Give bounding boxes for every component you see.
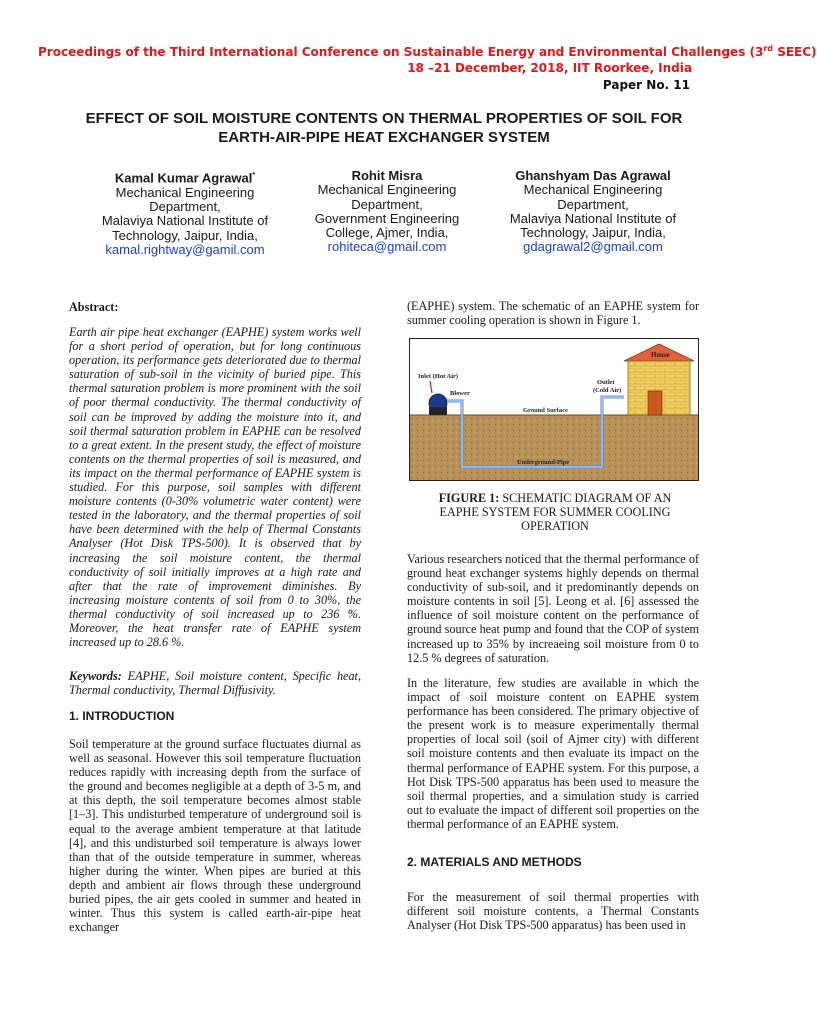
outlet-label: Outlet [597, 379, 615, 386]
author-affiliation: Mechanical Engineering [317, 182, 457, 198]
paragraph-materials: For the measurement of soil thermal properties with different soil moisture contents, a Thermal Constants Analyser (Hot Disk TPS-500 apparatus) has been used in [407, 890, 699, 933]
author-affiliation: Mechanical Engineering [523, 182, 663, 198]
author-name: Ghanshyam Das Agrawal [515, 168, 671, 183]
author-affiliation: Department, [557, 196, 629, 212]
author-email[interactable]: rohiteca@gmail.com [327, 239, 447, 255]
keywords [69, 669, 361, 697]
figure-caption-text: SCHEMATIC DIAGRAM OF AN EAPHE SYSTEM FOR SUMMER COOLING OPERATION [439, 491, 672, 533]
paper-title [40, 109, 728, 147]
keywords-list: EAPHE, Soil moisture content, Specific heat, Thermal conductivity, Thermal Diffusivity. [69, 669, 361, 698]
author-affiliation: Department, [351, 196, 423, 212]
author-affiliation: Government Engineering [314, 210, 460, 226]
intro-continuation: (EAPHE) system. The schematic of an EAPHE system for summer cooling operation is shown in Figure 1. [407, 299, 699, 328]
author-block-3 [488, 169, 698, 255]
abstract-body: Earth air pipe heat exchanger (EAPHE) system works well for a short period of operation, but for long continuous operation, its performance gets deteriorated due to thermal saturation of sub-soil in the vicinity of buried pipe. This thermal saturation problem is more prominent with the soil of poor thermal conductivity. The thermal conductivity of soil can be improved by adding the moisture into it, and soil thermal saturation problem in EAPHE can be resolved to a great extent. In the present study, the effect of moisture contents on the thermal properties of soil is measured, and its impact on the thermal performance of EAPHE system is studied. For this purpose, soil samples with different moisture contents (0-30% volumetric water content) were tested in the laboratory, and the thermal properties of soil have been determined with the help of Thermal Constants Analyser (Hot Disk TPS-500). It is observed that by increasing the soil moisture content, the thermal conductivity of soil initially improves at a high rate and after that the rate of improvement diminishes. By increasing moisture contents of soil from 0 to 30%, the thermal conductivity of soil increased up to 236 %. Moreover, the heat transfer rate of EAPHE system increased up to 28.6 %. [69, 325, 361, 650]
eaphe-schematic [410, 339, 698, 480]
blower-label: Blower [450, 390, 470, 397]
soil-area [410, 415, 698, 480]
underground-pipe-label: Underground-Pipe [517, 459, 570, 466]
author-affiliation: Technology, Jaipur, India, [112, 227, 258, 243]
paragraph-literature: In the literature, few studies are available in which the impact of soil moisture content on EAPHE system performance has been considered. The primary objective of the present work is to measure experimentally thermal properties of local soil (soil of Ajmer city) with different soil moisture contents and then evaluate its impact on the thermal performance of EAPHE system. For this purpose, a Hot Disk TPS-500 apparatus has been used to measure the soil thermal properties, and a simulation study is carried out to evaluate the impact of different soil properties on the thermal performance of an EAPHE system. [407, 676, 699, 831]
abstract-heading: Abstract: [69, 300, 119, 314]
conference-dates: 18 –21 December, 2018, IIT Roorkee, India [407, 61, 692, 75]
author-affiliation: College, Ajmer, India, [325, 225, 449, 241]
author-affiliation: Department, [149, 198, 221, 214]
introduction-body: Soil temperature at the ground surface fluctuates diurnal as well as seasonal. However this soil temperature fluctuation reduces rapidly with increasing depth from the surface of the ground and becomes negligible at a depth of 3-5 m, and at this depth, the soil temperature becomes almost stable [1–3]. This undisturbed temperature of underground soil is equal to the average ambient temperature at that latitude [4], and this undisturbed soil temperature is always lower than that of the outside temperature in summer, whereas higher during the winter. When pipes are buried at this depth and ambient air flows through these underground buried pipes, the air gets cooled in summer and heated in winter. Thus this system is called earth-air-pipe heat exchanger [69, 737, 361, 935]
house-door-icon [648, 391, 662, 415]
author-affiliation: Malaviya National Institute of [509, 210, 677, 226]
figure-caption-label: FIGURE 1: [438, 491, 500, 505]
figure-1 [409, 338, 699, 481]
keywords-label: Keywords: [69, 669, 122, 683]
author-affiliation: Mechanical Engineering [115, 184, 255, 200]
paper-title-line2: EARTH-AIR-PIPE HEAT EXCHANGER SYSTEM [218, 129, 550, 146]
outlet-label-2: (Cold Air) [593, 387, 622, 394]
author-affiliation: Technology, Jaipur, India, [520, 225, 666, 241]
author-block-2 [287, 169, 487, 255]
ground-surface-label: Ground Surface [523, 407, 568, 414]
paper-number: Paper No. 11 [602, 78, 690, 92]
house-label: House [651, 351, 670, 359]
paper-title-line1: EFFECT OF SOIL MOISTURE CONTENTS ON THERMAL PROPERTIES OF SOIL FOR [85, 110, 683, 127]
author-email[interactable]: kamal.rightway@gamil.com [105, 241, 265, 257]
paragraph-thermal-performance: Various researchers noticed that the thermal performance of ground heat exchanger systems highly depends on thermal conductivity of sub-soil, and it predominantly depends on moisture contents in soil [5]. Leong et al. [6] assessed the influence of soil moisture content on the performance of ground source heat pump and found that the COP of system increased up to 35% by increaeing soil moisture from 0 to 12.5 % degrees of saturation. [407, 552, 699, 665]
section-heading-materials: 2. MATERIALS AND METHODS [407, 855, 582, 869]
author-name: Kamal Kumar Agrawal* [114, 170, 256, 186]
conference-title: Proceedings of the Third International Conference on Sustainable Energy and Environmental Challenges (3rd SEEC) [38, 44, 817, 59]
author-email[interactable]: gdagrawal2@gmail.com [523, 239, 663, 255]
section-heading-introduction: 1. INTRODUCTION [69, 709, 175, 723]
author-block-1 [80, 169, 290, 257]
figure-1-caption [420, 491, 690, 533]
author-affiliation: Malaviya National Institute of [101, 213, 269, 229]
author-name: Rohit Misra [351, 168, 423, 183]
inlet-label: Inlet (Hot Air) [418, 373, 459, 380]
